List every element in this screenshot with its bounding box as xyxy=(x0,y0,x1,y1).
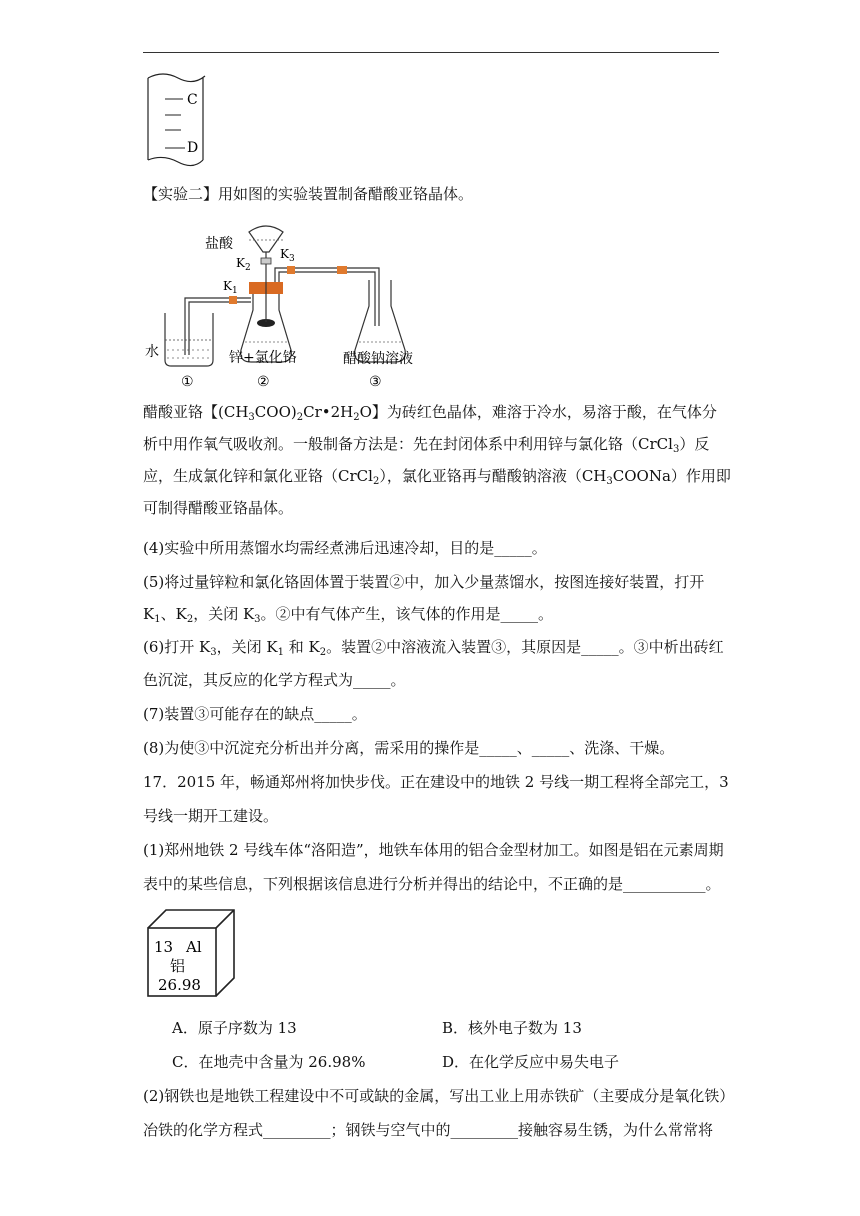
question-5: (5)将过量锌粒和氯化铬固体置于装置②中，加入少量蒸馏水，按图连接好装置，打开 xyxy=(143,573,705,591)
hcl-label: 盐酸 xyxy=(205,236,233,252)
text-line: 应，生成氯化锌和氯化亚铬（CrCl$_2$），氯化亚铬再与醋酸钠溶液$(CH_3COONa)$作用即 xyxy=(143,467,731,487)
question-17-cont: 号线一期开工建设。 xyxy=(143,807,279,825)
question-7: (7)装置③可能存在的缺点_____。 xyxy=(143,705,367,723)
naac-label: 醋酸钠溶液 xyxy=(343,351,413,367)
question-17-1: (1)郑州地铁 2 号线车体“洛阳造”，地铁车体用的铝合金型材加工。如图是铝在元素周期 xyxy=(143,841,724,859)
apparatus-figure xyxy=(143,210,463,390)
question-6-cont: 色沉淀，其反应的化学方程式为_____。 xyxy=(143,671,406,689)
num-2: ② xyxy=(257,374,270,390)
question-4: (4)实验中所用蒸馏水均需经煮沸后迅速冷却，目的是_____。 xyxy=(143,539,547,557)
option-d: D．在化学反应中易失电子 xyxy=(442,1053,620,1071)
option-a: A．原子序数为 13 xyxy=(172,1019,297,1037)
element-symbol: Al xyxy=(186,938,202,956)
k2-label: $K_2$ xyxy=(236,256,251,273)
num-3: ③ xyxy=(369,374,382,390)
question-17-2-cont: 冶铁的化学方程式_________；钢铁与空气中的_________接触容易生锈，为什么常常将 xyxy=(143,1121,714,1139)
zinc-label: 锌+氯化铬 xyxy=(229,350,297,366)
question-17-2: (2)钢铁也是地铁工程建设中不可或缺的金属，写出工业上用赤铁矿（主要成分是氧化铁） xyxy=(143,1087,735,1105)
cylinder-figure xyxy=(143,70,213,170)
text-line: 醋酸亚铬【$(CH_3COO)_2Cr•2H_2O$】为砖红色晶体，难溶于冷水，易溶于酸，在气体分 xyxy=(143,403,717,423)
experiment-two-heading: 【实验二】用如图的实验装置制备醋酸亚铬晶体。 xyxy=(143,185,474,203)
element-tile xyxy=(146,908,238,1000)
num-1: ① xyxy=(181,374,194,390)
text-line: 析中用作氧气吸收剂。一般制备方法是：先在封闭体系中利用锌与氯化铬（CrCl$_3$）反 xyxy=(143,435,710,455)
question-5-cont: $K_1$、$K_2$，关闭 $K_3$。②中有气体产生，该气体的作用是_____。 xyxy=(143,605,554,625)
option-b: B．核外电子数为 13 xyxy=(442,1019,582,1037)
element-name: 铝 xyxy=(170,957,186,975)
element-mass: 26.98 xyxy=(158,976,201,994)
option-c: C．在地壳中含量为 26.98% xyxy=(172,1053,366,1071)
header-rule xyxy=(143,52,719,53)
label-c: C xyxy=(187,92,198,108)
question-17: 17．2015 年，畅通郑州将加快步伐。正在建设中的地铁 2 号线一期工程将全部完工，3 xyxy=(143,773,729,791)
k1-label: $K_1$ xyxy=(223,279,238,296)
element-number: 13 xyxy=(154,938,174,956)
question-8: (8)为使③中沉淀充分析出并分离，需采用的操作是_____、_____、洗涤、干燥。 xyxy=(143,739,675,757)
label-d: D xyxy=(187,140,199,156)
question-17-1-cont: 表中的某些信息，下列根据该信息进行分析并得出的结论中，不正确的是___________。 xyxy=(143,875,721,893)
k3-label: $K_3$ xyxy=(280,247,295,264)
question-6: (6)打开 $K_3$，关闭 $K_1$ 和 $K_2$。装置②中溶液流入装置③，其原因是_____。③中析出砖红 xyxy=(143,638,724,658)
text-line: 可制得醋酸亚铬晶体。 xyxy=(143,499,294,517)
water-label: 水 xyxy=(145,344,159,360)
